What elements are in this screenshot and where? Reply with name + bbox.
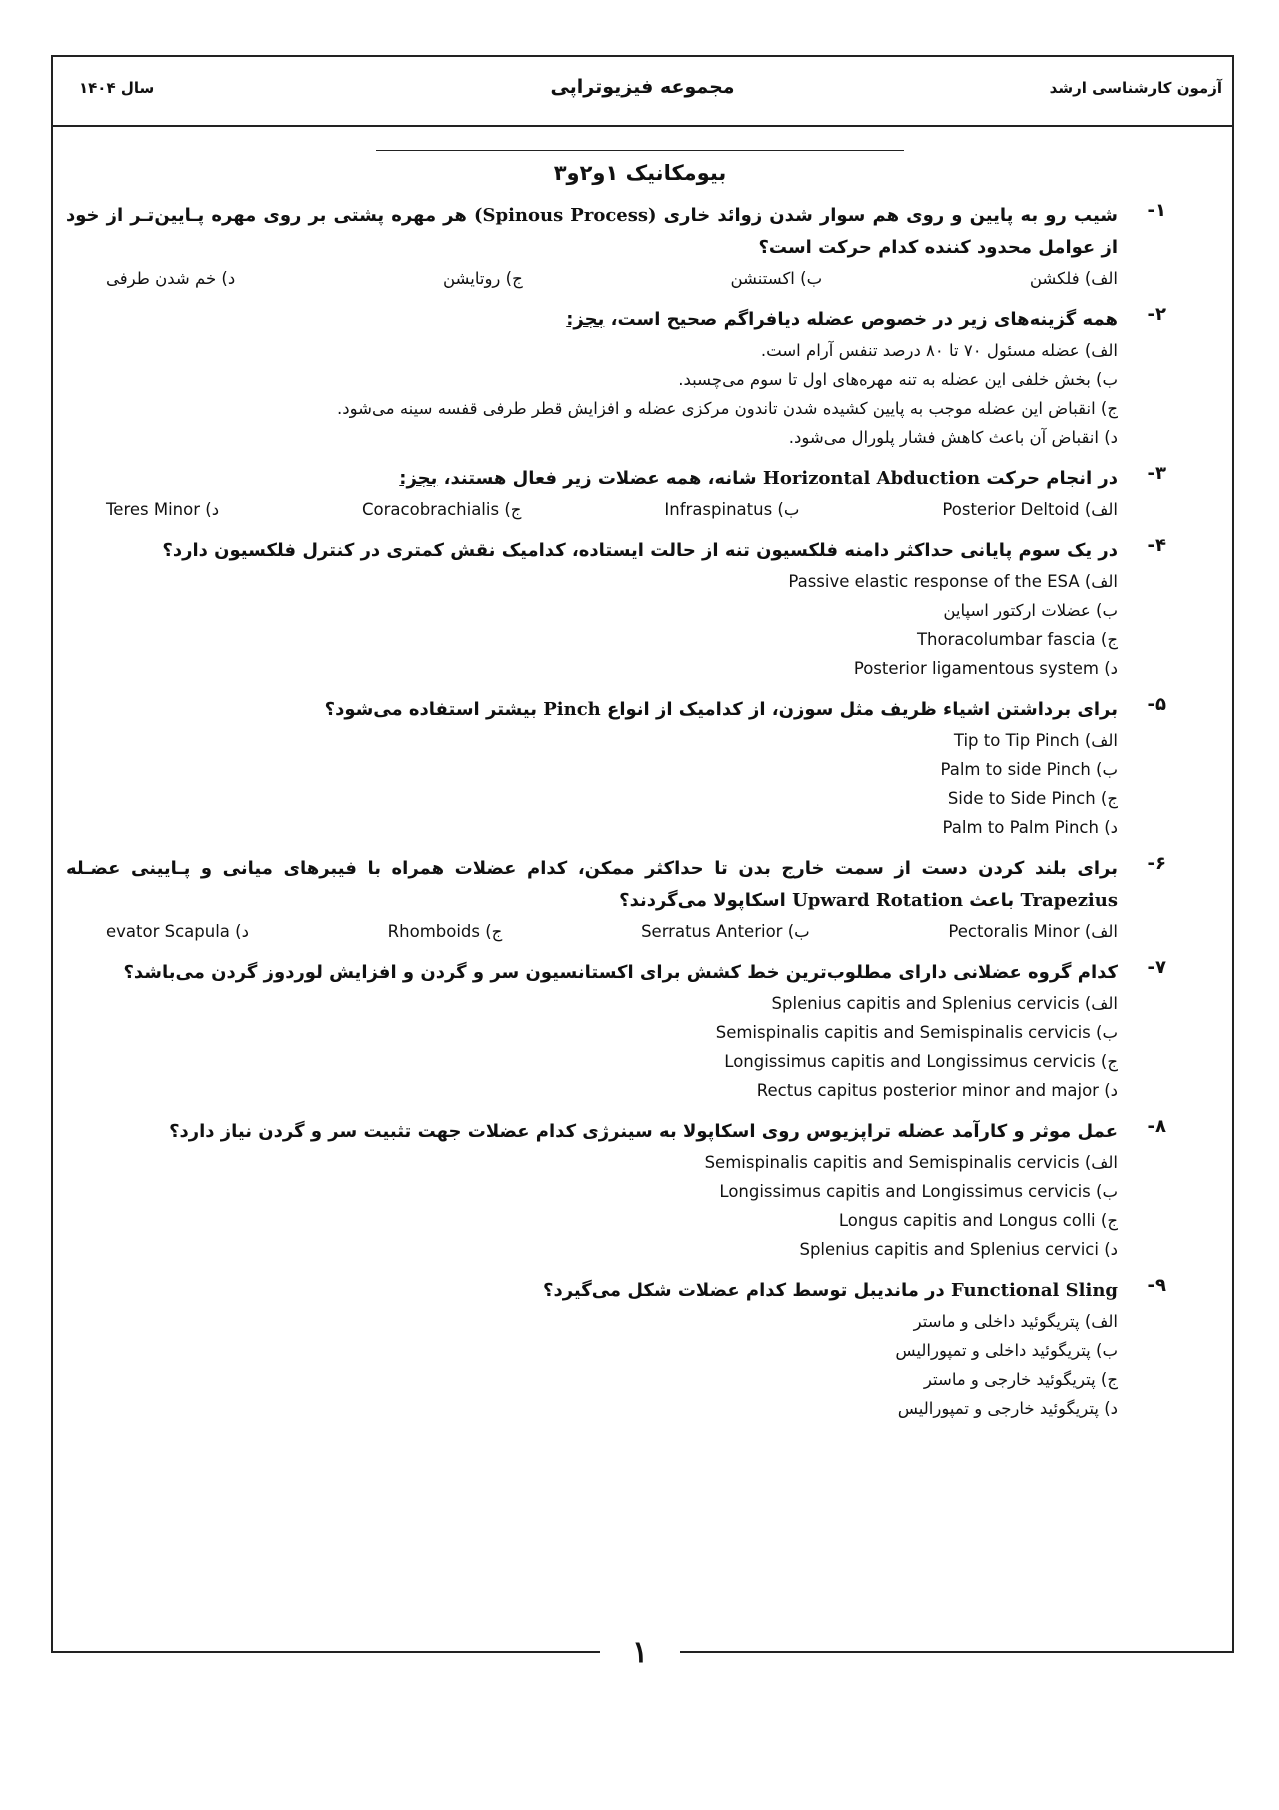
option-b: ب) Serratus Anterior xyxy=(641,922,810,941)
question-number: ۶- xyxy=(1147,853,1166,874)
option-d: د) Teres Minor xyxy=(106,500,220,519)
option-d: د) خم شدن طرفی xyxy=(106,269,236,288)
options xyxy=(66,1148,1118,1264)
option-a: الف) Posterior Deltoid xyxy=(942,500,1118,519)
question-number: ۴- xyxy=(1147,535,1166,556)
question-list xyxy=(66,200,1166,1434)
option-a: الف) Tip to Tip Pinch xyxy=(953,731,1118,750)
option-b: ب) پتریگوئید داخلی و تمپورالیس xyxy=(895,1341,1118,1360)
question-3 xyxy=(66,463,1166,524)
question-number: ۹- xyxy=(1147,1275,1166,1296)
option-a: الف) پتریگوئید داخلی و ماستر xyxy=(913,1312,1118,1331)
option-c: ج) Side to Side Pinch xyxy=(947,789,1118,808)
question-number: ۳- xyxy=(1147,463,1166,484)
exam-title: آزمون کارشناسی ارشد xyxy=(1049,79,1222,97)
options xyxy=(66,917,1118,946)
question-2 xyxy=(66,304,1166,452)
option-a: الف) Pectoralis Minor xyxy=(948,922,1118,941)
option-d: د) Posterior ligamentous system xyxy=(853,659,1118,678)
option-a: الف) عضله مسئول ۷۰ تا ۸۰ درصد تنفس آرام است. xyxy=(760,341,1118,360)
options xyxy=(66,495,1118,524)
options xyxy=(66,567,1118,683)
option-c: ج) Longissimus capitis and Longissimus cervicis xyxy=(724,1052,1118,1071)
question-1 xyxy=(66,200,1166,293)
question-stem: برای برداشتن اشیاء ظریف مثل سوزن، از کدامیک از انواع Pinch بیشتر استفاده می‌شود؟ xyxy=(324,699,1118,720)
option-c: ج) Thoracolumbar fascia xyxy=(916,630,1118,649)
question-stem: عمل موثر و کارآمد عضله تراپزیوس روی اسکاپولا به سینرژی کدام عضلات جهت تثبیت سر و گردن نیاز دارد؟ xyxy=(169,1121,1118,1142)
options xyxy=(66,1307,1118,1423)
option-b: ب) Palm to side Pinch xyxy=(940,760,1118,779)
question-5 xyxy=(66,694,1166,842)
options xyxy=(66,264,1118,293)
question-stem: در انجام حرکت Horizontal Abduction شانه، همه عضلات زیر فعال هستند، بجز: xyxy=(399,468,1118,489)
options xyxy=(66,726,1118,842)
question-stem: شیب رو به پایین و روی هم سوار شدن زوائد خاری (Spinous Process) هر مهره پشتی بر روی مهره پـایین‌تـر از خود از عوامل محدود کننده کدام حرکت است؟ xyxy=(66,205,1118,258)
option-d: د) انقباض آن باعث کاهش فشار پلورال می‌شود. xyxy=(788,428,1118,447)
option-b: ب) Longissimus capitis and Longissimus cervicis xyxy=(719,1182,1118,1201)
question-4 xyxy=(66,535,1166,683)
options xyxy=(66,989,1118,1105)
option-c: ج) روتایشن xyxy=(442,269,523,288)
option-d: د) evator Scapula xyxy=(106,922,249,941)
option-b: ب) Infraspinatus xyxy=(664,500,800,519)
question-stem: همه گزینه‌های زیر در خصوص عضله دیافراگم صحیح است، بجز: xyxy=(566,309,1118,330)
question-6 xyxy=(66,853,1166,946)
options xyxy=(66,336,1118,452)
question-stem: Functional Sling در ماندیبل توسط کدام عضلات شکل می‌گیرد؟ xyxy=(543,1280,1118,1301)
question-number: ۵- xyxy=(1147,694,1166,715)
option-a: الف) Splenius capitis and Splenius cervicis xyxy=(771,994,1118,1013)
question-stem: کدام گروه عضلانی دارای مطلوب‌ترین خط کشش برای اکستانسیون سر و گردن و افزایش لوردوز گردن می‌باشد؟ xyxy=(123,962,1118,983)
question-stem: برای بلند کردن دست از سمت خارج بدن تا حداکثر ممکن، کدام عضلات همراه با فیبرهای میانی و پـایینی عضـله Trapezius باعث Upward Rotation اسکاپولا می‌گردند؟ xyxy=(66,858,1118,911)
question-number: ۸- xyxy=(1147,1116,1166,1137)
option-d: د) Rectus capitus posterior minor and major xyxy=(756,1081,1118,1100)
option-d: د) Splenius capitis and Splenius cervici xyxy=(799,1240,1118,1259)
question-stem: در یک سوم پایانی حداکثر دامنه فلکسیون تنه از حالت ایستاده، کدامیک نقش کمتری در کنترل فلکسیون دارد؟ xyxy=(162,540,1118,561)
option-c: ج) Rhomboids xyxy=(387,922,503,941)
question-7 xyxy=(66,957,1166,1105)
page-header xyxy=(51,55,1234,127)
option-c: ج) انقباض این عضله موجب به پایین کشیده شدن تاندون مرکزی عضله و افزایش قطر طرفی قفسه سینه می‌شود. xyxy=(337,399,1118,418)
page-number: ۱ xyxy=(631,1635,649,1670)
option-b: ب) Semispinalis capitis and Semispinalis cervicis xyxy=(715,1023,1118,1042)
option-a: الف) Semispinalis capitis and Semispinalis cervicis xyxy=(704,1153,1118,1172)
question-number: ۲- xyxy=(1147,304,1166,325)
option-a: الف) فلکشن xyxy=(1029,269,1118,288)
exam-year: سال ۱۴۰۴ xyxy=(79,79,155,97)
option-c: ج) Longus capitis and Longus colli xyxy=(838,1211,1118,1230)
section-title: بیومکانیک ۱و۲و۳ xyxy=(376,150,904,185)
option-b: ب) اکستنشن xyxy=(730,269,823,288)
question-number: ۷- xyxy=(1147,957,1166,978)
option-d: د) Palm to Palm Pinch xyxy=(942,818,1118,837)
option-b: ب) عضلات ارکتور اسپاین xyxy=(943,601,1118,620)
option-c: ج) Coracobrachialis xyxy=(362,500,522,519)
question-9 xyxy=(66,1275,1166,1423)
option-b: ب) بخش خلفی این عضله به تنه مهره‌های اول تا سوم می‌چسبد. xyxy=(678,370,1118,389)
option-c: ج) پتریگوئید خارجی و ماستر xyxy=(923,1370,1118,1389)
collection-title: مجموعه فیزیوتراپی xyxy=(550,76,735,98)
question-number: ۱- xyxy=(1147,200,1166,221)
question-8 xyxy=(66,1116,1166,1264)
option-d: د) پتریگوئید خارجی و تمپورالیس xyxy=(897,1399,1118,1418)
option-a: الف) Passive elastic response of the ESA xyxy=(788,572,1118,591)
